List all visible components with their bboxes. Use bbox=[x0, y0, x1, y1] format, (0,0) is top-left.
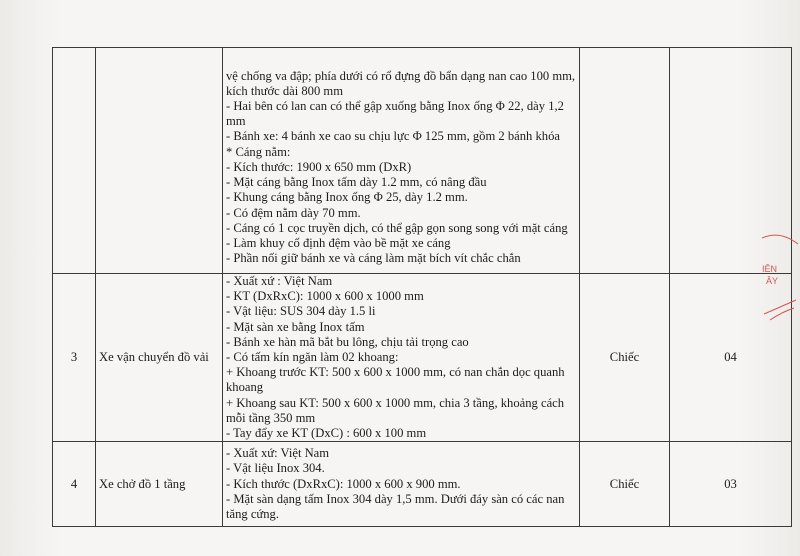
specification-table bbox=[52, 47, 792, 527]
cell-description bbox=[223, 274, 580, 442]
cell-quantity bbox=[670, 442, 792, 527]
unit-label: Chiếc bbox=[609, 350, 640, 365]
desc-line: vệ chống va đập; phía dưới có rổ đựng đồ bẩn dạng nan cao 100 mm, kích thước dài 800 mm bbox=[226, 68, 576, 98]
quantity-label: 04 bbox=[724, 350, 737, 365]
desc-line: - Xuất xứ: Việt Nam bbox=[226, 446, 330, 461]
desc-line: - Phần nối giữ bánh xe và cáng làm mặt bích vít chắc chắn bbox=[226, 251, 521, 266]
desc-line: - Kích thước (DxRxC): 1000 x 600 x 900 mm. bbox=[226, 476, 461, 491]
desc-line: - Mặt cáng bằng Inox tấm dày 1.2 mm, có nâng đầu bbox=[226, 175, 487, 190]
desc-line: - Cáng có 1 cọc truyền dịch, có thể gập gọn song song với mặt cáng bbox=[226, 220, 568, 235]
cell-unit bbox=[580, 48, 670, 274]
desc-line: - Vật liệu Inox 304. bbox=[226, 461, 325, 476]
quantity-label: 03 bbox=[724, 476, 737, 491]
cell-name: Xe vận chuyển đồ vải bbox=[96, 274, 223, 442]
cell-unit bbox=[580, 274, 670, 442]
cell-description bbox=[223, 442, 580, 527]
desc-line: - Có tấm kín ngăn làm 02 khoang: bbox=[226, 350, 399, 365]
desc-line: - Xuất xứ : Việt Nam bbox=[226, 274, 333, 288]
cell-quantity bbox=[670, 48, 792, 274]
desc-line: - Mặt sàn xe bằng Inox tấm bbox=[226, 319, 365, 334]
desc-line: - Bánh xe hàn mã bắt bu lông, chịu tải trọng cao bbox=[226, 334, 469, 349]
desc-line: - Kích thước: 1900 x 650 mm (DxR) bbox=[226, 159, 412, 174]
table-row bbox=[53, 48, 792, 274]
stamp-text-2: ÂY bbox=[766, 276, 779, 286]
cell-unit bbox=[580, 442, 670, 527]
table-row bbox=[53, 274, 792, 442]
cell-stt: 4 bbox=[53, 442, 96, 527]
cell-stt: 3 bbox=[53, 274, 96, 442]
desc-line: - Tay đẩy xe KT (DxC) : 600 x 100 mm bbox=[226, 426, 427, 441]
desc-line: + Khoang sau KT: 500 x 600 x 1000 mm, chia 3 tầng, khoảng cách mỗi tầng 350 mm bbox=[226, 395, 565, 425]
cell-description bbox=[223, 48, 580, 274]
desc-line: - Làm khuy cố định đệm vào bề mặt xe cáng bbox=[226, 235, 451, 250]
cell-quantity bbox=[670, 274, 792, 442]
unit-label: Chiếc bbox=[609, 476, 640, 491]
desc-line: - Khung cáng bằng Inox ống Φ 25, dày 1.2 mm. bbox=[226, 190, 468, 205]
desc-line: - KT (DxRxC): 1000 x 600 x 1000 mm bbox=[226, 289, 424, 304]
desc-line: * Cáng nằm: bbox=[226, 144, 291, 159]
table-row bbox=[53, 442, 792, 527]
desc-line: - Có đệm nằm dày 70 mm. bbox=[226, 205, 361, 220]
desc-line: - Mặt sàn dạng tấm Inox 304 dày 1,5 mm. Dưới đáy sàn có các nan tăng cứng. bbox=[226, 491, 565, 522]
cell-stt bbox=[53, 48, 96, 274]
desc-line: - Bánh xe: 4 bánh xe cao su chịu lực Φ 125 mm, gồm 2 bánh khóa bbox=[226, 129, 560, 144]
desc-line: - Hai bên có lan can có thể gập xuống bằng Inox ống Φ 22, dày 1,2 mm bbox=[226, 99, 564, 129]
stamp-text-1: IÊN bbox=[762, 264, 778, 274]
cell-name bbox=[96, 48, 223, 274]
desc-line: - Vật liệu: SUS 304 dày 1.5 li bbox=[226, 304, 376, 319]
cell-name: Xe chở đồ 1 tầng bbox=[96, 442, 223, 527]
desc-line: + Khoang trước KT: 500 x 600 x 1000 mm, có nan chắn dọc quanh khoang bbox=[226, 365, 565, 395]
